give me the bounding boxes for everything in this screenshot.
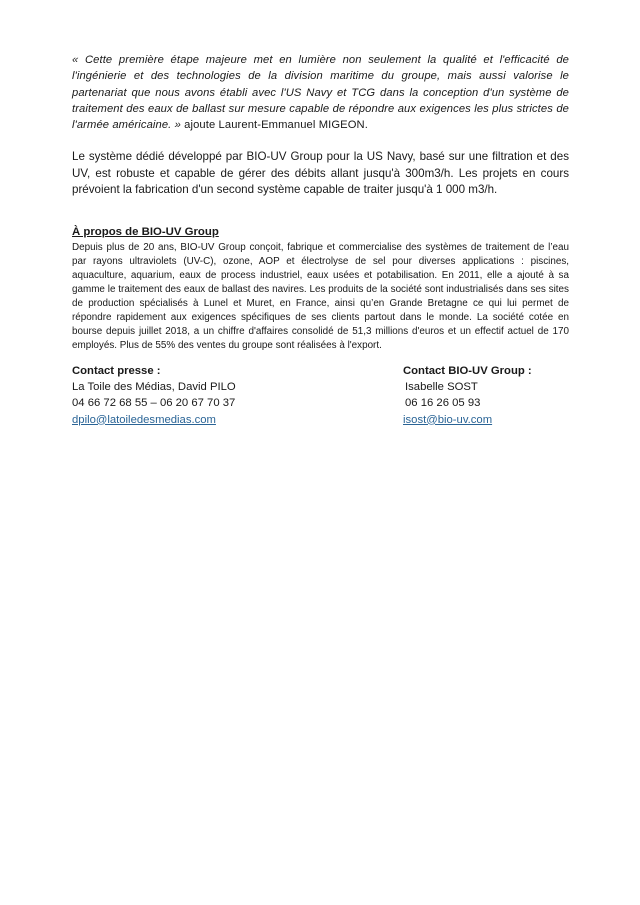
contact-column-press bbox=[72, 363, 236, 428]
about-section bbox=[72, 225, 569, 354]
press-contact-name: La Toile des Médias, David PILO bbox=[72, 381, 236, 394]
about-heading: À propos de BIO-UV Group bbox=[72, 225, 219, 238]
press-contact-phone: 04 66 72 68 55 – 06 20 67 70 37 bbox=[72, 397, 236, 410]
document-body bbox=[72, 52, 569, 353]
contacts-section bbox=[72, 363, 569, 433]
company-contact-email-link[interactable]: isost@bio-uv.com bbox=[403, 413, 493, 426]
company-contact-name: Isabelle SOST bbox=[405, 381, 478, 394]
quote-text-italic: « Cette première étape majeure met en lumière non seulement la qualité et l'efficacité de l'ingénierie et des technologies de la division maritime du groupe, mais aussi valorise le partenariat que nous avons établi avec l'US Navy et TCG dans la conception d'un système de traitement des eaux de ballast sur mesure capable de répondre aux exigences les plus strictes de l'armée américaine. » bbox=[72, 54, 569, 132]
press-contact-title: Contact presse : bbox=[72, 365, 161, 377]
press-contact-email-link[interactable]: dpilo@latoiledesmedias.com bbox=[72, 413, 216, 426]
about-paragraph: Depuis plus de 20 ans, BIO-UV Group conçoit, fabrique et commercialise des systèmes de traitement de l’eau par rayons ultraviolets (UV-C), ozone, AOP et électrolyse de sel pour diverses applications : piscines, aquaculture, aquarium, eaux de process industriel, eaux usées et potabilisation. En 2011, elle a ajouté à sa gamme le traitement des eaux de ballast des navires. Les produits de la société sont industrialisés dans ses sites de production spécialisés à Lunel et Muret, en France, ainsi qu’en Grande Bretagne ce qui lui permet de répondre rapidement aux exigences spécifiques de ses clients partout dans le monde. La société cotée en bourse depuis juillet 2018, a un chiffre d'affaires consolidé de 51,3 millions d'euros et un effectif actuel de 170 employés. Plus de 55% des ventes du groupe sont réalisées à l'export. bbox=[72, 241, 569, 352]
quote-paragraph bbox=[72, 52, 569, 133]
system-description-paragraph: Le système dédié développé par BIO-UV Group pour la US Navy, basé sur une filtration et des UV, est robuste et capable de gérer des débits allant jusqu'à 300m3/h. Les projets en cours prévoient la fabrication d'un second système capable de traiter jusqu'à 1 000 m3/h. bbox=[72, 150, 569, 197]
contact-column-company bbox=[403, 363, 532, 428]
quote-attribution: ajoute Laurent-Emmanuel MIGEON. bbox=[184, 119, 368, 132]
company-contact-phone: 06 16 26 05 93 bbox=[405, 397, 481, 410]
company-contact-title: Contact BIO-UV Group : bbox=[403, 365, 532, 377]
